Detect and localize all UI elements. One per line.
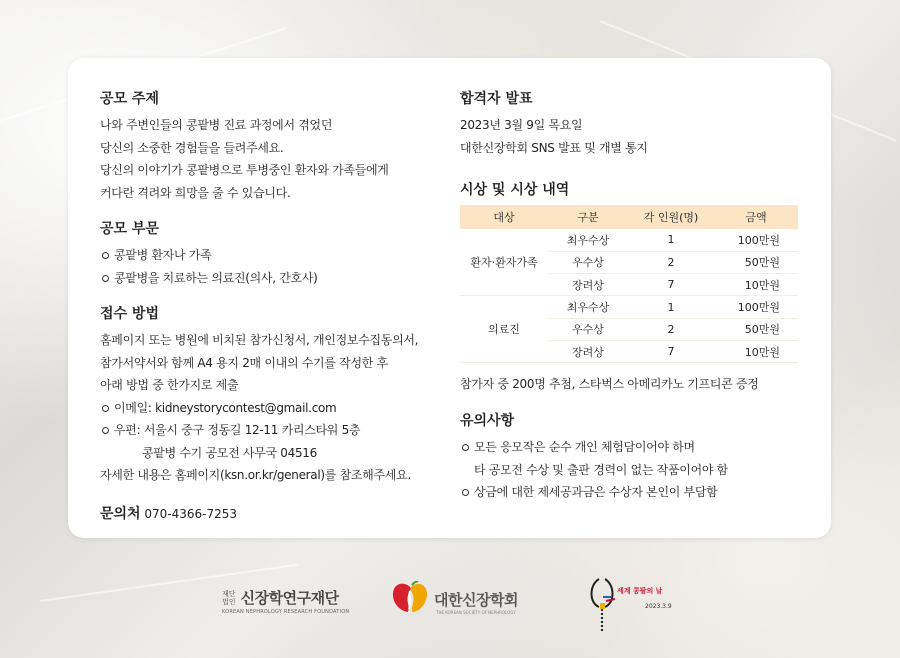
type-cell: 최우수상 — [548, 296, 628, 318]
kidney-day-date: 2023.3.9 — [645, 603, 672, 610]
category-item: 콩팥병 환자나 가족 — [100, 244, 440, 267]
group-cell: 환자·환자가족 — [460, 229, 548, 296]
topic-line: 당신의 이야기가 콩팥병으로 투병중인 환자와 가족들에게 — [100, 163, 389, 177]
count-cell: 1 — [628, 229, 714, 251]
topic-section — [100, 88, 440, 204]
category-item: 콩팥병을 치료하는 의료진(의사, 간호사) — [100, 267, 440, 290]
awards-note: 참가자 중 200명 추첨, 스타벅스 아메리카노 기프티콘 증정 — [460, 377, 759, 392]
amount-cell: 100만원 — [714, 229, 798, 251]
type-cell: 장려상 — [548, 274, 628, 296]
type-cell: 장려상 — [548, 340, 628, 362]
type-cell: 우수상 — [548, 318, 628, 340]
caution-section — [460, 410, 805, 504]
method-line: 참가서약서와 함께 A4 용지 2매 이내의 수기를 작성한 후 — [100, 355, 388, 370]
method-line: 아래 방법 중 한가지로 제출 — [100, 378, 239, 392]
count-cell: 2 — [628, 318, 714, 340]
right-column — [460, 88, 805, 518]
contact-phone: 070-4366-7253 — [144, 506, 238, 521]
society-eng: THE KOREAN SOCIETY OF NEPHROLOGY — [436, 610, 516, 615]
category-title: 공모 부문 — [100, 221, 159, 237]
table-row — [460, 229, 798, 251]
count-cell: 2 — [628, 251, 714, 273]
header-cell: 금액 — [714, 205, 798, 229]
type-cell: 최우수상 — [548, 229, 628, 251]
header-cell: 대상 — [460, 205, 548, 229]
amount-cell: 10만원 — [714, 340, 798, 362]
count-cell: 1 — [628, 296, 714, 318]
table-header-row — [460, 205, 798, 229]
announce-line: 2023년 3월 9일 목요일 — [460, 118, 583, 132]
email-item: 이메일: kidneystorycontest@gmail.com — [100, 397, 440, 420]
amount-cell: 10만원 — [714, 274, 798, 296]
caution-item-continued: 타 공모전 수상 및 출판 경력이 없는 작품이어야 함 — [474, 462, 728, 477]
count-cell: 7 — [628, 274, 714, 296]
amount-cell: 100만원 — [714, 296, 798, 318]
method-line: 홈페이지 또는 병원에 비치된 참가신청서, 개인정보수집동의서, — [100, 333, 419, 347]
amount-cell: 50만원 — [714, 318, 798, 340]
type-cell: 우수상 — [548, 251, 628, 273]
foundation-name: 신장학연구재단 — [240, 589, 339, 607]
caution-title: 유의사항 — [460, 413, 515, 430]
category-section — [100, 218, 440, 289]
society-name: 대한신장학회 — [434, 591, 518, 609]
contact-line — [100, 503, 440, 523]
society-logo — [390, 581, 518, 621]
kidney-day-logo — [585, 575, 672, 639]
awards-section — [460, 179, 805, 392]
method-section — [100, 303, 440, 487]
foundation-logo — [222, 587, 349, 615]
awards-table — [460, 205, 798, 363]
method-title: 접수 방법 — [100, 306, 159, 322]
kidney-icon — [390, 581, 430, 617]
header-cell: 구분 — [548, 205, 628, 229]
more-info-line: 자세한 내용은 홈페이지(ksn.or.kr/general)를 참조해주세요. — [100, 468, 411, 482]
topic-line: 당신의 소중한 경험들을 들려주세요. — [100, 140, 284, 155]
contact-label: 문의처 — [100, 505, 141, 522]
info-card — [68, 58, 831, 538]
awards-title: 시상 및 시상 내역 — [460, 182, 570, 198]
post-address-line: 콩팥병 수기 공모전 사무국 04516 — [142, 445, 317, 460]
kidney-day-emblem-icon — [585, 575, 625, 635]
count-cell: 7 — [628, 340, 714, 362]
post-item: 우편: 서울시 중구 정동길 12-11 카리스타워 5층 — [100, 419, 440, 442]
left-column — [100, 88, 440, 523]
table-row — [460, 296, 798, 318]
amount-cell: 50만원 — [714, 251, 798, 273]
header-cell: 각 인원(명) — [628, 205, 714, 229]
caution-item: 모든 응모작은 순수 개인 체험담이어야 하며 — [460, 436, 805, 459]
sponsor-logos — [0, 575, 900, 635]
announce-section — [460, 88, 805, 159]
topic-line: 나와 주변인들의 콩팥병 진료 과정에서 겪었던 — [100, 118, 333, 132]
kidney-day-name: 세계 콩팥의 날 — [617, 587, 663, 595]
foundation-eng: KOREAN NEPHROLOGY RESEARCH FOUNDATION — [222, 609, 350, 615]
foundation-prefix: 재단 법인 — [222, 589, 236, 606]
topic-title: 공모 주제 — [100, 91, 159, 107]
caution-item: 상금에 대한 제세공과금은 수상자 본인이 부담함 — [460, 481, 805, 504]
announce-title: 합격자 발표 — [460, 91, 533, 107]
topic-line: 커다란 격려와 희망을 줄 수 있습니다. — [100, 185, 291, 200]
group-cell: 의료진 — [460, 296, 548, 363]
announce-line: 대한신장학회 SNS 발표 및 개별 통지 — [460, 140, 648, 155]
